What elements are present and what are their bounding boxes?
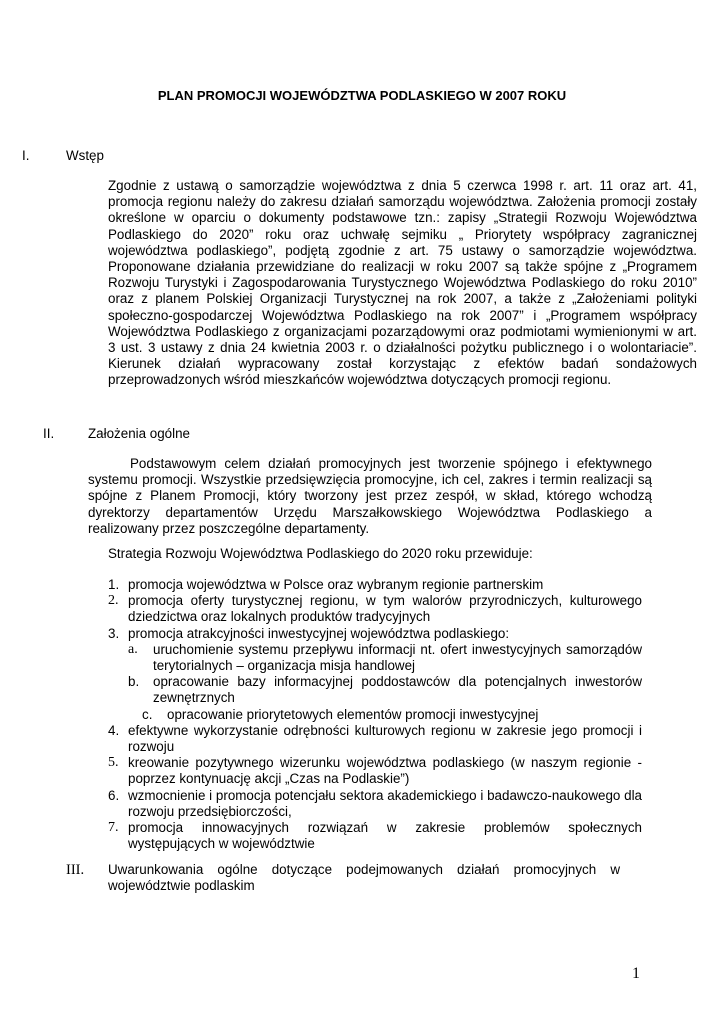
sub-list-item: a. uruchomienie systemu przepływu informacji nt. ofert inwestycyjnych samorządów terytorialnych – organizacja misja handlowej: [128, 641, 642, 674]
list-item: 1. promocja województwa w Polsce oraz wybranym regionie partnerskim: [108, 577, 544, 592]
list-item: 2. promocja oferty turystycznej regionu, w tym walorów przyrodniczych, kulturowego dziedzictwa oraz lokalnych produktów tradycyjnych: [108, 593, 642, 625]
list-item: 4. efektywne wykorzystanie odrębności kulturowych regionu w zakresie jego promocji i rozwoju: [108, 722, 642, 755]
section-2-numeral: II.: [43, 426, 55, 441]
section-1-text: Zgodnie z ustawą o samorządzie województwa z dnia 5 czerwca 1998 r. art. 11 oraz art. 41, promocja regionu należy do zakresu działań samorządu województwa. Założenia promocji zostały określone w oparciu o dokumenty podstawowe tzn.: zapisy „Strategii Rozwoju Województwa Podlaskiego do 2020” roku oraz uchwałę sejmiku „ Priorytety współpracy zagranicznej województwa podlaskiego”, podjętą zgodnie z art. 75 ustawy o samorządzie województwa. Proponowane działania przewidziane do realizacji w roku 2007 są także spójne z „Programem Rozwoju Turystyki i Zagospodarowania Turystycznego Województwa Podlaskiego do roku 2010” oraz z planem Polskiej Organizacji Turystycznej na rok 2007, a także z „Założeniami polityki społeczno-gospodarczej Województwa Podlaskiego na rok 2007” i „Programem współpracy Województwa Podlaskiego z organizacjami pozarządowymi oraz podmiotami wymienionymi w art. 3 ust. 3 ustawy z dnia 24 kwietnia 2003 r. o działalności pożytku publicznego i o wolontariacie”. Kierunek działań wypracowany został korzystając z efektów badań sondażowych przeprowadzonych wśród mieszkańców województwa dotyczących promocji regionu.: [108, 178, 697, 388]
list-item: 5. kreowanie pozytywnego wizerunku województwa podlaskiego (w naszym regionie - poprzez kontynuację akcji „Czas na Podlaskie”): [108, 755, 642, 787]
list-item: 7. promocja innowacyjnych rozwiązań w zakresie problemów społecznych występujących w województwie: [108, 820, 642, 852]
section-1-numeral: I.: [22, 148, 30, 163]
section-2-paragraph: Podstawowym celem działań promocyjnych jest tworzenie spójnego i efektywnego systemu promocji. Wszystkie przedsięwzięcia promocyjne, ich cel, zakres i termin realizacji są spójne z Planem Promocji, który tworzony jest przez zespół, w skład, którego wchodzą dyrektorzy departamentów Urzędu Marszałkowskiego Województwa Podlaskiego a realizowany przez poszczególne departamenty.: [88, 456, 652, 536]
strategy-intro: Strategia Rozwoju Województwa Podlaskiego do 2020 roku przewiduje:: [108, 546, 533, 561]
sub-list-item: c. opracowanie priorytetowych elementów promocji inwestycyjnej: [142, 706, 539, 722]
strategy-list: [108, 577, 642, 852]
section-1-heading: Wstęp: [66, 148, 104, 163]
page-number: 1: [632, 965, 640, 982]
section-2-heading: Założenia ogólne: [88, 426, 190, 441]
list-item: 3. promocja atrakcyjności inwestycyjnej województwa podlaskiego: a. uruchomienie systemu przepływu informacji nt. ofert inwestycyjnych samorządów terytorialnych – organizacja misja handlowej b. opracowanie bazy informacyjnej poddostawców dla potencjalnych inwestorów zewnętrznych c. opracowanie priorytetowych elementów promocji inwestycyjnej: [108, 625, 642, 722]
document-title: PLAN PROMOCJI WOJEWÓDZTWA PODLASKIEGO W 2007 ROKU: [157, 88, 567, 103]
section-3-numeral: III.: [66, 862, 85, 878]
section-3-heading: Uwarunkowania ogólne dotyczące podejmowanych działań promocyjnych w województwie podlaskim: [108, 862, 620, 894]
sub-list-item: b. opracowanie bazy informacyjnej poddostawców dla potencjalnych inwestorów zewnętrznych: [128, 674, 642, 706]
sub-list: [128, 642, 642, 723]
list-item: 6. wzmocnienie i promocja potencjału sektora akademickiego i badawczo-naukowego dla rozwoju przedsiębiorczości,: [108, 787, 642, 819]
